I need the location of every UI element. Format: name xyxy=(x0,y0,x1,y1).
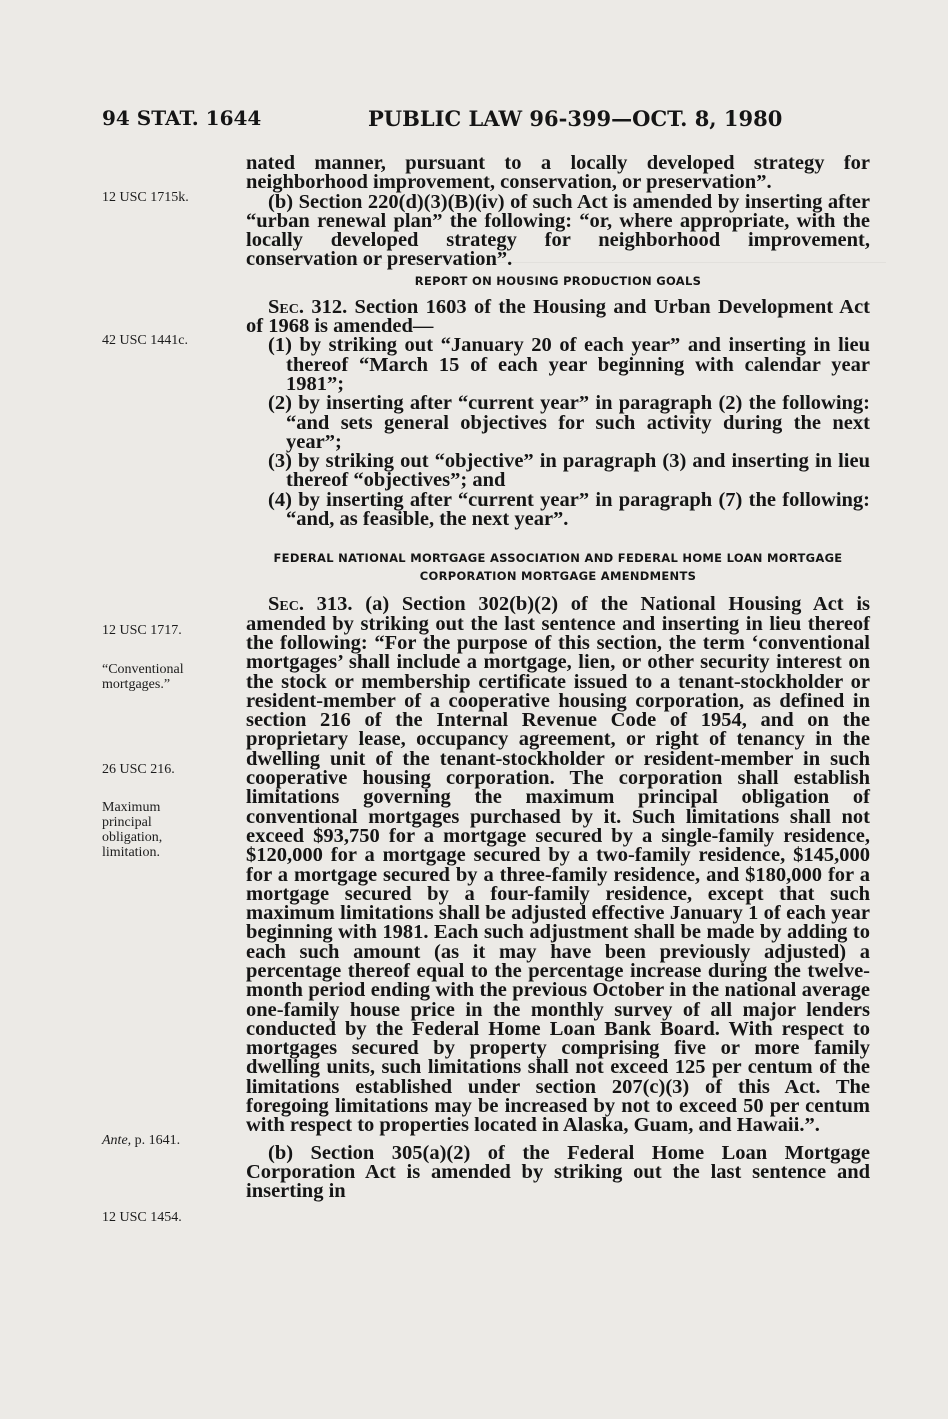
margin-note-maximum-principal: Maximum principal obligation, limitation. xyxy=(102,800,163,860)
body-column xyxy=(246,154,870,1202)
sec312-item-1: (1) by striking out “January 20 of each year” and inserting in lieu thereof “March 15 of each year beginning with calendar year 1981”; xyxy=(268,334,870,395)
margin-note-ante-page: p. 1641. xyxy=(131,1133,181,1148)
section-313-a xyxy=(246,595,870,1135)
heading-fnma-fhlmc: FEDERAL NATIONAL MORTGAGE ASSOCIATION AND FEDERAL HOME LOAN MORTGAGE CORPORATION MORTGAGE AMENDMENTS xyxy=(273,551,843,584)
law-title: PUBLIC LAW 96-399—OCT. 8, 1980 xyxy=(368,106,783,131)
margin-note-ante-italic: Ante, xyxy=(102,1133,132,1148)
margin-note-12usc1717: 12 USC 1717. xyxy=(102,623,182,638)
section-313-text: (a) Section 302(b)(2) of the National Housing Act is amended by striking out the last sentence and inserting in lieu thereof the following: “For the purpose of this section, the term ‘conventional mortgages’ shall include a mortgage, lien, or other security interest on the stock or membership certificate issued to a tenant-stockholder or resident-member of a cooperative housing corporation, as defined in section 216 of the Internal Revenue Code of 1954, and on the proprietary lease, occupancy agreement, or right of tenancy in the dwelling unit of the tenant-stockholder or resident-member in such cooperative housing corporation. The corporation shall establish limitations governing the maximum principal obligation of conventional mortgages purchased by it. Such limitations shall not exceed $93,750 for a mortgage secured by a single-family residence, $120,000 for a mortgage secured by a two-family residence, $145,000 for a mortgage secured by a three-family residence, and $180,000 for a mortgage secured by a four-family residence, except that such maximum limitations shall be adjusted effective January 1 of each year beginning with 1981. Each such adjustment shall be made by adding to each such amount (as it may have been previously adjusted) a percentage thereof equal to the percentage increase during the twelve-month period ending with the previous October in the national average one-family house price in the monthly survey of all major lenders conducted by the Federal Home Loan Bank Board. With respect to mortgages secured by property comprising five or more family dwelling units, such limitations shall not exceed 125 per centum of the limitations established under section 207(c)(3) of this Act. The foregoing limitations may be increased by not to exceed 50 per centum with respect to properties located in Alaska, Guam, and Hawaii.”. xyxy=(246,593,871,1137)
margin-note-ante xyxy=(102,1133,222,1148)
heading-report-housing: REPORT ON HOUSING PRODUCTION GOALS xyxy=(414,273,702,288)
margin-note-12usc1454: 12 USC 1454. xyxy=(102,1210,182,1225)
paragraph-b-section-220: (b) Section 220(d)(3)(B)(iv) of such Act is amended by inserting after “urban renewal plan” the following: “or, where appropriate, with the locally developed strategy for neighborhood improvement, conservation or preservation”. xyxy=(246,190,870,271)
sec312-item-2: (2) by inserting after “current year” in paragraph (2) the following: “and sets general objectives for such activity during the next year”; xyxy=(268,392,870,453)
sec312-item-4: (4) by inserting after “current year” in paragraph (7) the following: “and, as feasible, the next year”. xyxy=(268,488,870,531)
stat-page-number: 94 STAT. 1644 xyxy=(102,106,262,130)
page-header xyxy=(0,106,948,140)
section-312-text: Section 1603 of the Housing and Urban Development Act of 1968 is amended— xyxy=(246,295,870,338)
margin-note-12usc1715k: 12 USC 1715k. xyxy=(102,190,189,205)
section-312-label: Sec. 312. xyxy=(268,295,348,318)
margin-note-42usc1441c: 42 USC 1441c. xyxy=(102,333,188,348)
paragraph-continuation: nated manner, pursuant to a locally developed strategy for neighborhood improvement, conservation, or preservation”. xyxy=(246,152,870,194)
section-313-b: (b) Section 305(a)(2) of the Federal Home Loan Mortgage Corporation Act is amended by striking out the last sentence and inserting in xyxy=(246,1141,870,1203)
margin-note-conventional-mortgages: “Conventional mortgages.” xyxy=(102,662,184,692)
sec312-item-3: (3) by striking out “objective” in paragraph (3) and inserting in lieu thereof “objectives”; and xyxy=(268,450,870,492)
margin-note-26usc216: 26 USC 216. xyxy=(102,762,175,777)
section-312-intro xyxy=(246,295,870,338)
section-313-label: Sec. 313. xyxy=(268,593,353,616)
